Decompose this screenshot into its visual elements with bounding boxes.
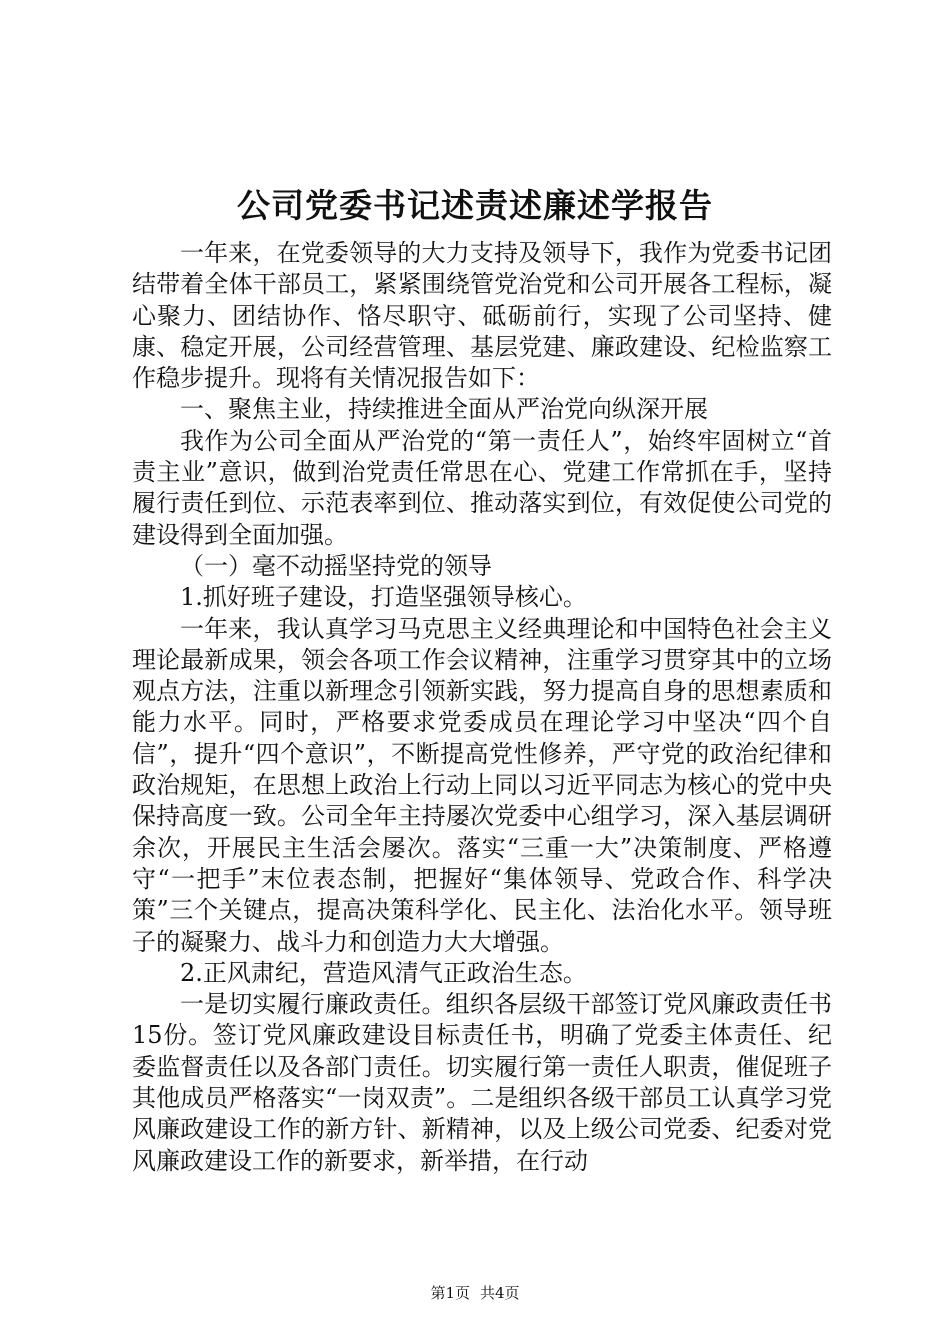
paragraph-intro: 一年来，在党委领导的大力支持及领导下，我作为党委书记团结带着全体干部员工，紧紧围绕管党治党和公司开展各工程标，凝心聚力、团结协作、恪尽职守、砥砺前行，实现了公司坚持、健康、稳定开展，公司经营管理、基层党建、廉政建设、纪检监察工作稳步提升。现将有关情况报告如下： [132,239,832,393]
subsection-heading-1: （一）毫不动摇坚持党的领导 [180,551,492,580]
document-body [132,238,832,1177]
paragraph-integrity: 一是切实履行廉政责任。组织各层级干部签订党风廉政责任书15份。签订党风廉政建设目标责任书，明确了党委主体责任、纪委监督责任以及各部门责任。切实履行第一责任人职责，催促班子其他成员严格落实“一岗双责”。二是组织各级干部员工认真学习党风廉政建设工作的新方针、新精神，以及上级公司党委、纪委对党风廉政建设工作的新要求，新举措，在行动 [132,990,832,1175]
document-title: 公司党委书记述责述廉述学报告 [237,186,713,225]
page-total: 共4页 [480,1284,520,1302]
section-heading-1: 一、聚焦主业，持续推进全面从严治党向纵深开展 [180,395,708,424]
item-heading-2: 2.正风肃纪，营造风清气正政治生态。 [180,958,587,987]
page-number: 第1页 [430,1284,470,1302]
item-heading-1: 1.抓好班子建设，打造坚强领导核心。 [180,583,587,612]
paragraph-team-building: 一年来，我认真学习马克思主义经典理论和中国特色社会主义理论最新成果，领会各项工作会议精神，注重学习贯穿其中的立场观点方法，注重以新理念引领新实践，努力提高自身的思想素质和能力水平。同时，严格要求党委成员在理论学习中坚决“四个自信”，提升“四个意识”，不断提高党性修养，严守党的政治纪律和政治规矩，在思想上政治上行动上同以习近平同志为核心的党中央保持高度一致。公司全年主持屡次党委中心组学习，深入基层调研余次，开展民主生活会屡次。落实“三重一大”决策制度、严格遵守“一把手”末位表态制，把握好“集体领导、党政合作、科学决策”三个关键点，提高决策科学化、民主化、法治化水平。领导班子的凝聚力、战斗力和创造力大大增强。 [132,614,832,956]
paragraph-responsibility: 我作为公司全面从严治党的“第一责任人”，始终牢固树立“首责主业”意识，做到治党责任常思在心、党建工作常抓在手，坚持履行责任到位、示范表率到位、推动落实到位，有效促使公司党的建设得到全面加强。 [132,426,832,549]
page-footer [0,1283,950,1303]
